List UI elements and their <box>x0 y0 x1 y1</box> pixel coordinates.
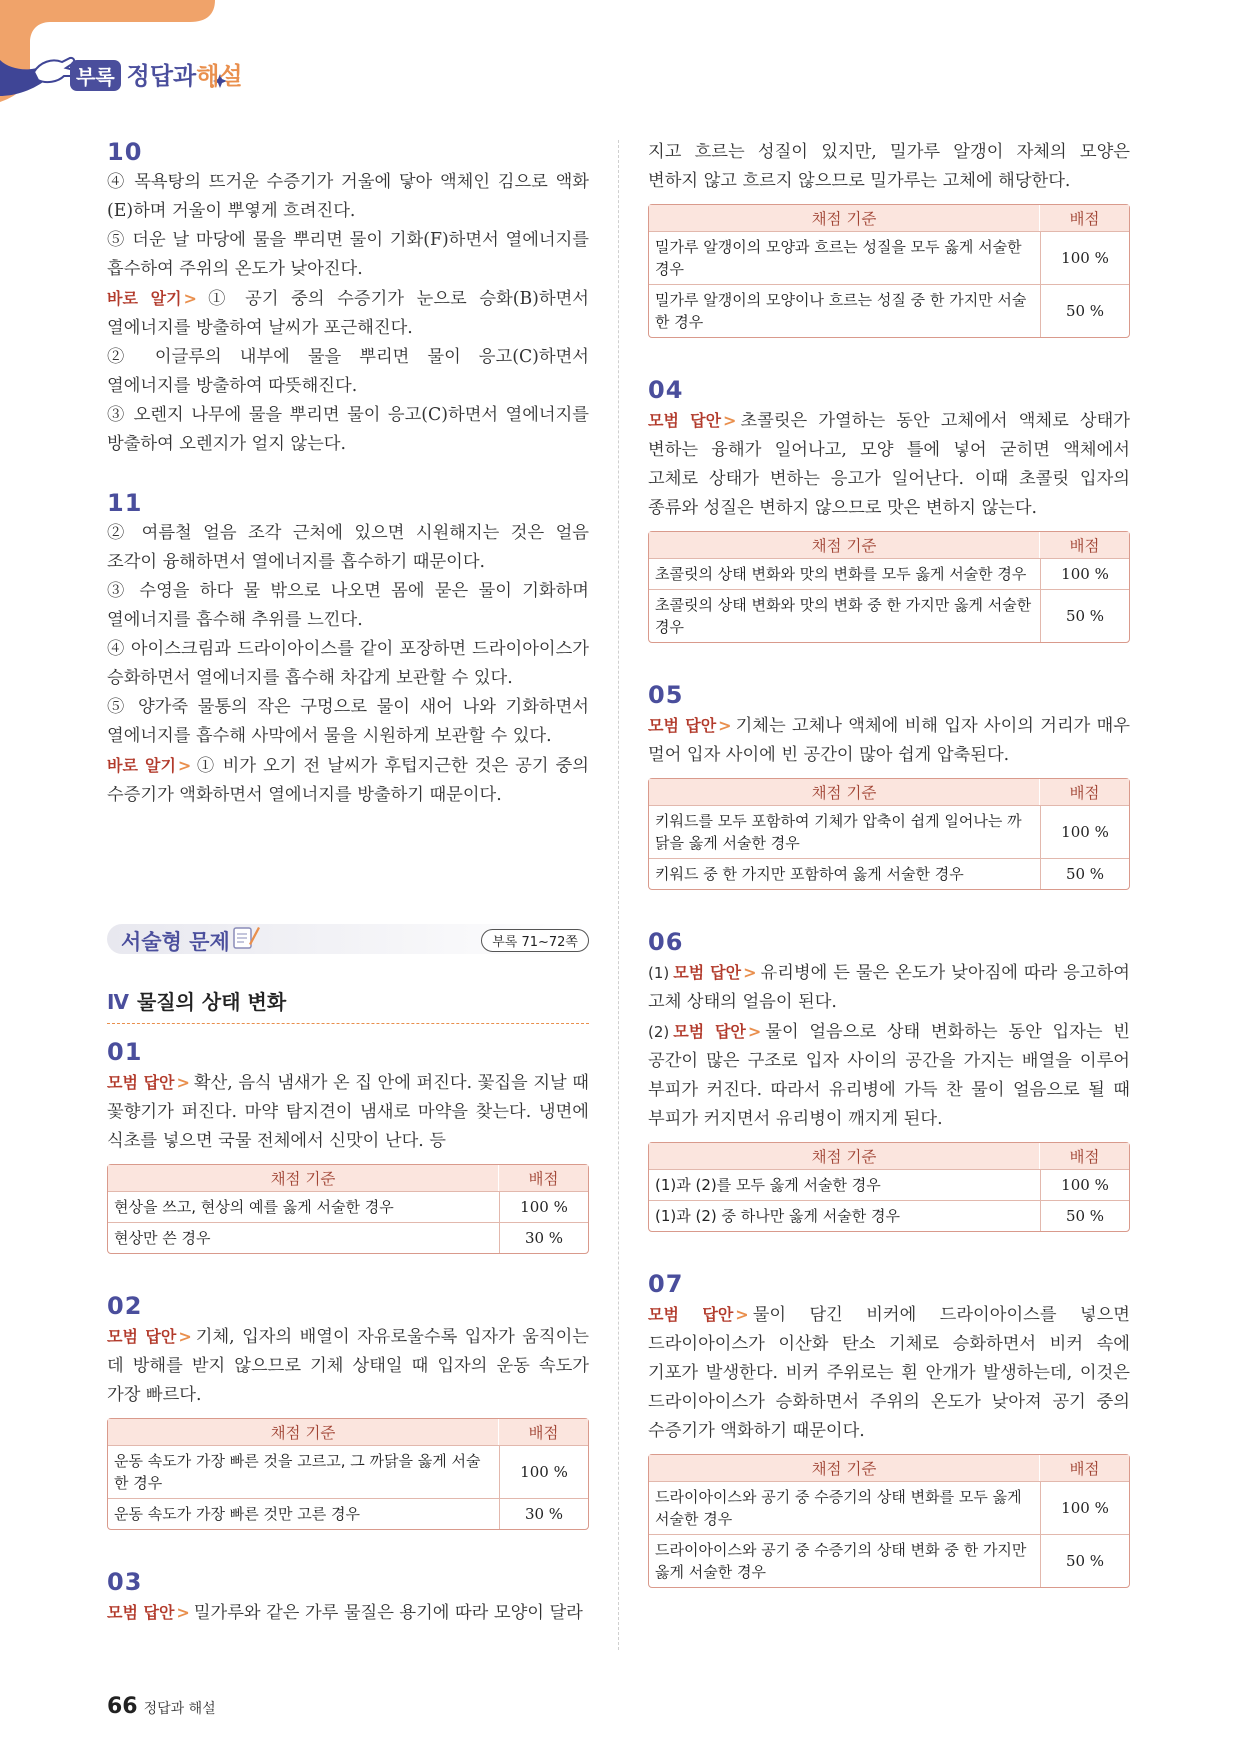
question-05 <box>648 681 1130 890</box>
score-cell: 100 % <box>499 1191 588 1222</box>
model-answer: (1) 모범 답안 > 유리병에 든 물은 온도가 낮아짐에 따라 응고하여 고체 상태의 얼음이 된다. <box>648 963 1130 1012</box>
pencil-note-icon <box>231 922 261 952</box>
page-reference: 부록 71~72쪽 <box>481 929 589 952</box>
score-cell: 100 % <box>499 1445 588 1498</box>
section-title: 서술형 문제 <box>121 930 230 954</box>
right-column <box>648 138 1130 1588</box>
question-number: 07 <box>648 1270 684 1298</box>
table-row <box>649 805 1129 858</box>
answer-paragraph: ② 여름철 얼음 조각 근처에 있으면 시원해지는 것은 얼음 조각이 융해하면서 열에너지를 흡수하기 때문이다. <box>107 523 589 572</box>
question-04 <box>648 376 1130 643</box>
table-row <box>649 558 1129 589</box>
correction-tag: 바로 알기 > <box>107 756 192 775</box>
model-answer: 모범 답안 > 물이 담긴 비커에 드라이아이스를 넣으면 드라이아이스가 이산화 탄소 기체로 승화하면서 비커 속에 기포가 발생한다. 비커 주위로는 흰 안개가 발생하는데, 이것은 드라이아이스가 승화하면서 주위의 온도가 낮아져 공기 중의 수증기가 액화하기 때문이다. <box>648 1305 1130 1441</box>
answer-paragraph: ③ 수영을 하다 물 밖으로 나오면 몸에 묻은 물이 기화하며 열에너지를 흡수해 추위를 느낀다. <box>107 581 589 630</box>
score-cell: 50 % <box>1040 1534 1129 1587</box>
header-title-part1: 정답과 <box>126 62 197 90</box>
score-header: 배점 <box>1040 1455 1129 1481</box>
scoring-table <box>648 778 1130 890</box>
scoring-table <box>107 1418 589 1530</box>
model-answer: 모범 답안 > 기체, 입자의 배열이 자유로울수록 입자가 움직이는 데 방해를 받지 않으므로 기체 상태일 때 입자의 운동 속도가 가장 빠르다. <box>107 1327 589 1405</box>
model-answer-tag: 모범 답안 > <box>107 1327 192 1346</box>
table-row <box>649 1169 1129 1200</box>
criteria-cell: 현상만 쓴 경우 <box>108 1222 499 1253</box>
left-column <box>107 138 589 1628</box>
column-divider <box>618 140 619 1650</box>
question-number: 01 <box>107 1038 143 1066</box>
correction-tag: 바로 알기 > <box>107 289 197 308</box>
question-06 <box>648 928 1130 1232</box>
question-number: 04 <box>648 376 684 404</box>
footer-title: 정답과 해설 <box>143 1701 216 1717</box>
answer-paragraph: ② 이글루의 내부에 물을 뿌리면 물이 응고(C)하면서 열에너지를 방출하여 따뜻해진다. <box>107 347 589 396</box>
question-number: 11 <box>107 489 143 517</box>
criteria-cell: 키워드 중 한 가지만 포함하여 옳게 서술한 경우 <box>649 858 1040 889</box>
page-number: 66 <box>107 1694 138 1719</box>
unit-number: Ⅳ <box>107 990 129 1014</box>
score-cell: 30 % <box>499 1222 588 1253</box>
criteria-cell: 키워드를 모두 포함하여 기체가 압축이 쉽게 일어나는 까닭을 옳게 서술한 경우 <box>649 805 1040 858</box>
score-header: 배점 <box>1040 532 1129 558</box>
answer-paragraph: 바로 알기 > ① 공기 중의 수증기가 눈으로 승화(B)하면서 열에너지를 방출하여 날씨가 포근해진다. <box>107 289 589 338</box>
score-header: 배점 <box>1040 779 1129 805</box>
model-answer-tag: 모범 답안 > <box>673 1022 762 1041</box>
model-answer-tag: 모범 답안 > <box>673 963 757 982</box>
table-row <box>649 231 1129 284</box>
question-07 <box>648 1270 1130 1588</box>
score-cell: 50 % <box>1040 284 1129 337</box>
criteria-cell: (1)과 (2)를 모두 옳게 서술한 경우 <box>649 1169 1040 1200</box>
question-03-continued <box>648 138 1130 338</box>
answer-paragraph: ⑤ 양가죽 물통의 작은 구멍으로 물이 새어 나와 기화하면서 열에너지를 흡수해 사막에서 물을 시원하게 보관할 수 있다. <box>107 697 589 746</box>
criteria-cell: (1)과 (2) 중 하나만 옳게 서술한 경우 <box>649 1200 1040 1231</box>
answer-paragraph: ⑤ 더운 날 마당에 물을 뿌리면 물이 기화(F)하면서 열에너지를 흡수하여 주위의 온도가 낮아진다. <box>107 230 589 279</box>
criteria-header: 채점 기준 <box>649 1455 1040 1481</box>
answer-paragraph: 바로 알기 > ① 비가 오기 전 날씨가 후텁지근한 것은 공기 중의 수증기가 액화하면서 열에너지를 방출하기 때문이다. <box>107 756 589 805</box>
header-title <box>70 56 243 91</box>
answer-paragraph: ③ 오렌지 나무에 물을 뿌리면 물이 응고(C)하면서 열에너지를 방출하여 오렌지가 얼지 않는다. <box>107 405 589 454</box>
criteria-cell: 밀가루 알갱이의 모양이나 흐르는 성질 중 한 가지만 서술한 경우 <box>649 284 1040 337</box>
unit-heading <box>107 986 589 1024</box>
question-number: 05 <box>648 681 684 709</box>
page-footer <box>107 1694 216 1719</box>
table-row <box>649 1200 1129 1231</box>
header-badge: 부록 <box>70 60 121 91</box>
scoring-table <box>648 1142 1130 1232</box>
criteria-header: 채점 기준 <box>108 1419 499 1445</box>
criteria-header: 채점 기준 <box>649 205 1040 231</box>
model-answer: 모범 답안 > 기체는 고체나 액체에 비해 입자 사이의 거리가 매우 멀어 입자 사이에 빈 공간이 많아 쉽게 압축된다. <box>648 716 1130 765</box>
question-number: 02 <box>107 1292 143 1320</box>
model-answer: (2) 모범 답안 > 물이 얼음으로 상태 변화하는 동안 입자는 빈 공간이 많은 구조로 입자 사이의 공간을 가지는 배열을 이루어 부피가 커진다. 따라서 유리병에 가득 찬 물이 얼음으로 될 때 부피가 커지면서 유리병이 깨지게 된다. <box>648 1022 1130 1129</box>
score-cell: 100 % <box>1040 1169 1129 1200</box>
scoring-table <box>648 204 1130 338</box>
table-row <box>649 1481 1129 1534</box>
score-cell: 100 % <box>1040 1481 1129 1534</box>
header-decoration <box>0 0 260 110</box>
scoring-table <box>107 1164 589 1254</box>
criteria-cell: 밀가루 알갱이의 모양과 흐르는 성질을 모두 옳게 서술한 경우 <box>649 231 1040 284</box>
score-cell: 100 % <box>1040 805 1129 858</box>
criteria-cell: 드라이아이스와 공기 중 수증기의 상태 변화를 모두 옳게 서술한 경우 <box>649 1481 1040 1534</box>
criteria-cell: 초콜릿의 상태 변화와 맛의 변화 중 한 가지만 옳게 서술한 경우 <box>649 589 1040 642</box>
unit-title: 물질의 상태 변화 <box>136 990 287 1014</box>
model-answer-tag: 모범 답안 > <box>107 1073 190 1092</box>
score-cell: 50 % <box>1040 1200 1129 1231</box>
score-header: 배점 <box>499 1165 588 1191</box>
score-header: 배점 <box>1040 1143 1129 1169</box>
criteria-cell: 초콜릿의 상태 변화와 맛의 변화를 모두 옳게 서술한 경우 <box>649 558 1040 589</box>
score-header: 배점 <box>1040 205 1129 231</box>
header-title-part2: 해설 <box>196 62 243 90</box>
question-number: 06 <box>648 928 684 956</box>
score-cell: 100 % <box>1040 558 1129 589</box>
model-answer: 모범 답안 > 확산, 음식 냄새가 온 집 안에 퍼진다. 꽃집을 지날 때 꽃향기가 퍼진다. 마약 탐지견이 냄새로 마약을 찾는다. 냉면에 식초를 넣으면 국물 전체에서 신맛이 난다. 등 <box>107 1073 589 1151</box>
part-label: (2) <box>648 1023 670 1041</box>
table-row <box>649 1534 1129 1587</box>
answer-paragraph: ④ 아이스크림과 드라이아이스를 같이 포장하면 드라이아이스가 승화하면서 열에너지를 흡수해 차갑게 보관할 수 있다. <box>107 639 589 688</box>
table-row <box>649 284 1129 337</box>
score-cell: 50 % <box>1040 589 1129 642</box>
score-cell: 50 % <box>1040 858 1129 889</box>
answer-block-11 <box>107 489 589 810</box>
question-number: 10 <box>107 138 143 166</box>
scoring-table <box>648 531 1130 643</box>
table-row <box>108 1498 588 1529</box>
score-cell: 30 % <box>499 1498 588 1529</box>
table-row <box>108 1445 588 1498</box>
answer-paragraph: ④ 목욕탕의 뜨거운 수증기가 거울에 닿아 액체인 김으로 액화(E)하며 거울이 뿌옇게 흐려진다. <box>107 172 589 221</box>
model-answer-tag: 모범 답안 > <box>648 1305 749 1324</box>
question-number: 03 <box>107 1568 143 1596</box>
model-answer: 모범 답안 > 밀가루와 같은 가루 물질은 용기에 따라 모양이 달라 <box>107 1603 583 1623</box>
question-01 <box>107 1038 589 1254</box>
question-02 <box>107 1292 589 1530</box>
criteria-header: 채점 기준 <box>108 1165 499 1191</box>
criteria-cell: 운동 속도가 가장 빠른 것을 고르고, 그 까닭을 옳게 서술한 경우 <box>108 1445 499 1498</box>
score-cell: 100 % <box>1040 231 1129 284</box>
table-row <box>108 1222 588 1253</box>
criteria-header: 채점 기준 <box>649 779 1040 805</box>
part-label: (1) <box>648 964 670 982</box>
model-answer-tag: 모범 답안 > <box>107 1603 190 1622</box>
criteria-cell: 드라이아이스와 공기 중 수증기의 상태 변화 중 한 가지만 옳게 서술한 경우 <box>649 1534 1040 1587</box>
score-header: 배점 <box>499 1419 588 1445</box>
criteria-header: 채점 기준 <box>649 532 1040 558</box>
scoring-table <box>648 1454 1130 1588</box>
model-answer-continued: 지고 흐르는 성질이 있지만, 밀가루 알갱이 자체의 모양은 변하지 않고 흐르지 않으므로 밀가루는 고체에 해당한다. <box>648 142 1130 191</box>
question-03 <box>107 1568 589 1628</box>
table-row <box>649 858 1129 889</box>
model-answer-tag: 모범 답안 > <box>648 716 732 735</box>
answer-block-10 <box>107 138 589 459</box>
table-row <box>649 589 1129 642</box>
section-banner <box>107 922 589 958</box>
criteria-cell: 운동 속도가 가장 빠른 것만 고른 경우 <box>108 1498 499 1529</box>
criteria-cell: 현상을 쓰고, 현상의 예를 옳게 서술한 경우 <box>108 1191 499 1222</box>
table-row <box>108 1191 588 1222</box>
model-answer-tag: 모범 답안 > <box>648 411 737 430</box>
criteria-header: 채점 기준 <box>649 1143 1040 1169</box>
model-answer: 모범 답안 > 초콜릿은 가열하는 동안 고체에서 액체로 상태가 변하는 융해가 일어나고, 모양 틀에 넣어 굳히면 액체에서 고체로 상태가 변하는 응고가 일어난다. 이때 초콜릿 입자의 종류와 성질은 변하지 않으므로 맛은 변하지 않는다. <box>648 411 1130 518</box>
